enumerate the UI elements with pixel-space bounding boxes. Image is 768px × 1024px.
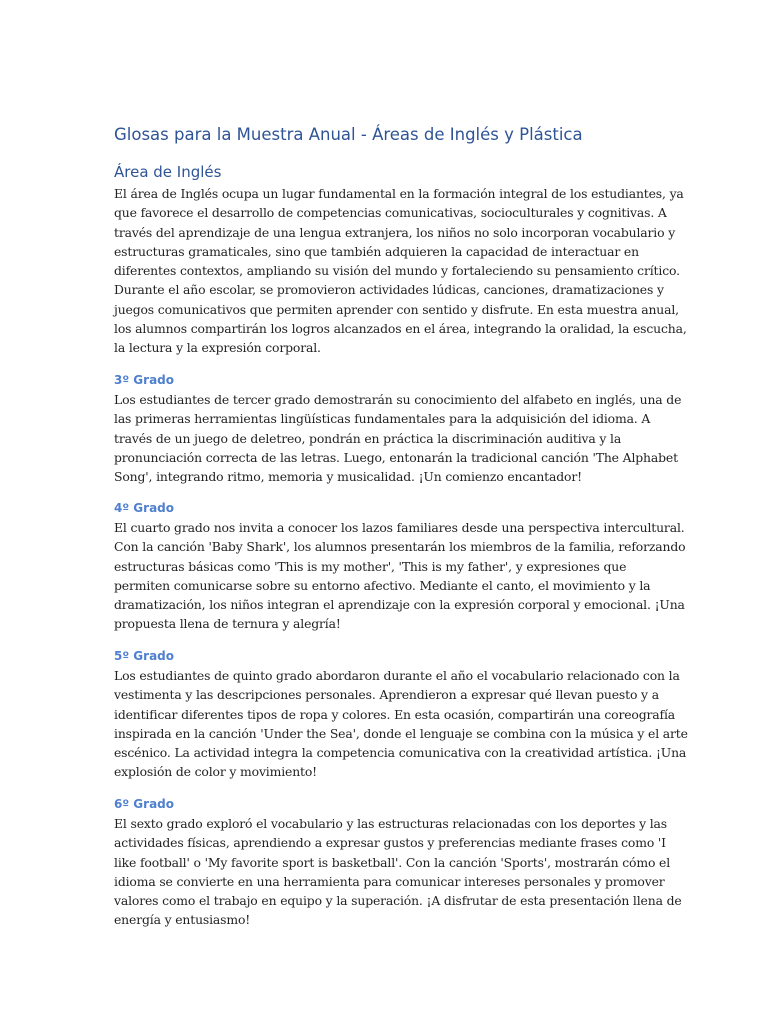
paragraph-line: valores como el trabajo en equipo y la superación. ¡A disfrutar de esta presentación llena de: [114, 893, 682, 909]
paragraph-line: juegos comunicativos que permiten aprender con sentido y disfrute. En esta muestra anual,: [114, 301, 679, 317]
grade-heading-5: 5º Grado: [114, 649, 174, 663]
paragraph-line: través del aprendizaje de una lengua extranjera, los niños no solo incorporan vocabulario y: [114, 224, 676, 240]
paragraph-line: idioma se convierte en una herramienta para comunicar intereses personales y promover: [114, 873, 665, 889]
paragraph-line: Con la canción 'Baby Shark', los alumnos presentarán los miembros de la familia, reforzando: [114, 539, 686, 555]
section-heading-ingles: Área de Inglés: [114, 163, 222, 181]
paragraph-line: las primeras herramientas lingüísticas fundamentales para la adquisición del idioma. A: [114, 411, 651, 427]
grade-paragraph-4: [114, 518, 686, 634]
paragraph-line: El cuarto grado nos invita a conocer los lazos familiares desde una perspectiva intercultural.: [114, 520, 685, 535]
paragraph-line: Los estudiantes de quinto grado abordaron durante el año el vocabulario relacionado con la: [114, 668, 680, 683]
paragraph-line: permiten comunicarse sobre su entorno afectivo. Mediante el canto, el movimiento y la: [114, 577, 651, 593]
intro-paragraph: [114, 184, 687, 358]
paragraph-line: través de un juego de deletreo, pondrán en práctica la discriminación auditiva y la: [114, 430, 622, 446]
grade-heading-3: 3º Grado: [114, 373, 174, 387]
paragraph-line: identificar diferentes tipos de ropa y colores. En esta ocasión, compartirán una coreografía: [114, 706, 675, 722]
paragraph-line: El sexto grado exploró el vocabulario y las estructuras relacionadas con los deportes y las: [114, 816, 667, 831]
paragraph-line: Los estudiantes de tercer grado demostrarán su conocimiento del alfabeto en inglés, una de: [114, 392, 682, 407]
paragraph-line: vestimenta y las descripciones personales. Aprendieron a expresar qué llevan puesto y a: [114, 687, 659, 703]
paragraph-line: dramatización, los niños integran el aprendizaje con la expresión corporal y emocional. ¡Una: [114, 597, 685, 613]
grade-paragraph-5: [114, 666, 688, 782]
paragraph-line: El área de Inglés ocupa un lugar fundamental en la formación integral de los estudiantes, ya: [114, 186, 684, 201]
paragraph-line: energía y entusiasmo!: [114, 912, 251, 928]
paragraph-line: propuesta llena de ternura y alegría!: [114, 616, 341, 632]
paragraph-line: estructuras gramaticales, sino que también adquieren la capacidad de interactuar en: [114, 243, 639, 259]
paragraph-line: estructuras básicas como 'This is my mother', 'This is my father', y expresiones que: [114, 558, 627, 574]
paragraph-line: que favorece el desarrollo de competencias comunicativas, socioculturales y cognitivas. A: [114, 205, 667, 221]
paragraph-line: like football' o 'My favorite sport is basketball'. Con la canción 'Sports', mostrarán cómo el: [114, 854, 671, 870]
paragraph-line: la lectura y la expresión corporal.: [114, 340, 321, 356]
paragraph-line: los alumnos compartirán los logros alcanzados en el área, integrando la oralidad, la escucha,: [114, 321, 687, 337]
document-title: Glosas para la Muestra Anual - Áreas de Inglés y Plástica: [114, 125, 583, 144]
grade-heading-6: 6º Grado: [114, 797, 174, 811]
paragraph-line: Durante el año escolar, se promovieron actividades lúdicas, canciones, dramatizaciones y: [114, 282, 664, 298]
grade-heading-4: 4º Grado: [114, 501, 174, 515]
paragraph-line: explosión de color y movimiento!: [114, 764, 318, 780]
paragraph-line: escénico. La actividad integra la competencia comunicativa con la creatividad artística. ¡Una: [114, 745, 687, 761]
paragraph-line: diferentes contextos, ampliando su visión del mundo y fortaleciendo su pensamiento crítico.: [114, 263, 680, 279]
paragraph-line: pronunciación correcta de las letras. Luego, entonarán la tradicional canción 'The Alphabet: [114, 449, 678, 465]
paragraph-line: inspirada en la canción 'Under the Sea', donde el lenguaje se combina con la música y el arte: [114, 725, 688, 741]
grade-paragraph-3: [114, 390, 682, 486]
paragraph-line: Song', integrando ritmo, memoria y musicalidad. ¡Un comienzo encantador!: [114, 469, 582, 485]
grade-paragraph-6: [114, 814, 682, 930]
paragraph-line: actividades físicas, aprendiendo a expresar gustos y preferencias mediante frases como 'I: [114, 835, 666, 851]
